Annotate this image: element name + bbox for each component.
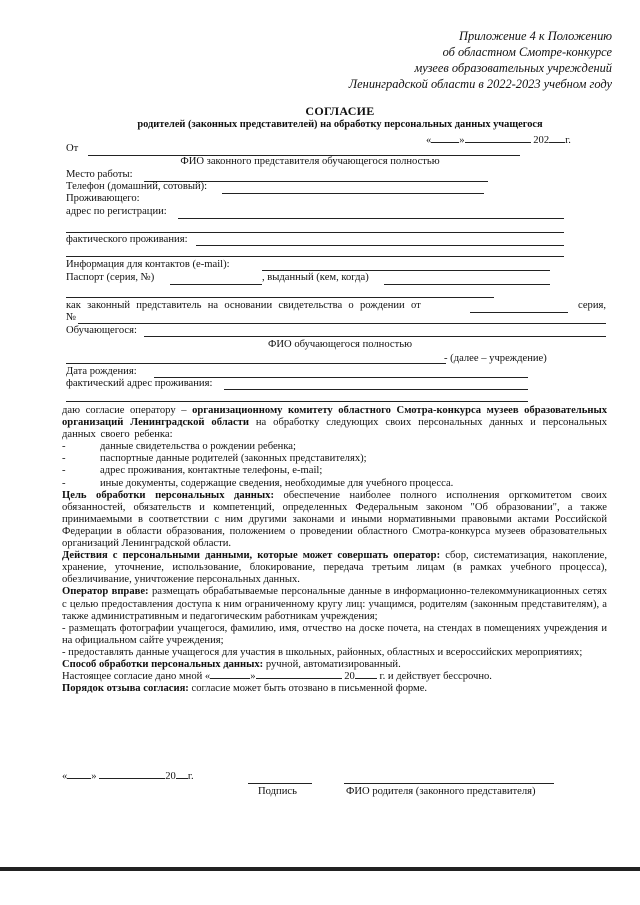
rights-item: - размещать фотографии учащегося, фамилию, имя, отчество на доске почета, на стендах в помещениях учреждения и на официальном сайте учреждения;: [62, 622, 607, 646]
issued-field[interactable]: [384, 284, 550, 285]
passport-field[interactable]: [170, 284, 262, 285]
parent-fio-caption-bottom: ФИО родителя (законного представителя): [346, 786, 536, 797]
institution-field[interactable]: [66, 363, 446, 364]
signature-caption: Подпись: [258, 786, 297, 797]
date-line: « » 202 г.: [426, 135, 571, 146]
from-label: От: [66, 143, 79, 154]
issued-field-2[interactable]: [66, 297, 494, 298]
birth-cert-date-field[interactable]: [470, 312, 568, 313]
birth-cert-number-field[interactable]: [78, 323, 606, 324]
actual-address-field-2[interactable]: [66, 401, 528, 402]
appendix-line: Ленинградской области в 2022-2023 учебном году: [348, 77, 612, 91]
phone-field[interactable]: [222, 193, 484, 194]
bullet-item: - адрес проживания, контактные телефоны, e-mail;: [62, 465, 323, 477]
given-paragraph: Настоящее согласие дано мной « » 20 г. и действует бессрочно.: [62, 671, 492, 683]
bullet-item: - паспортные данные родителей (законных представителях);: [62, 453, 367, 465]
bullet-item: - данные свидетельства о рождении ребенка;: [62, 441, 296, 453]
reg-address-label: адрес по регистрации:: [66, 206, 167, 217]
appendix-line: музеев образовательных учреждений: [414, 61, 612, 75]
rights-item: - предоставлять данные учащегося для участия в школьных, районных, областных и всероссийских мероприятиях;: [62, 646, 583, 658]
actual-residence-field[interactable]: [196, 245, 564, 246]
issued-label: , выданный (кем, когда): [262, 272, 369, 283]
scan-edge: [0, 867, 640, 871]
actual-address-field[interactable]: [224, 389, 528, 390]
reg-address-field-2[interactable]: [66, 232, 564, 233]
appendix-header: [349, 28, 612, 92]
purpose-paragraph: Цель обработки персональных данных: обеспечение наиболее полного исполнения оргкомитетом своих обязанностей, обязательств и компетенций, определенных Федеральным законом "Об образовании", а также принимаемыми в соответствии с ним другими законами и иными нормативными правовыми актами Российской Федерации в области образования, положением о проведении областного Смотра-конкурса музеев образовательных организаций Ленинградской области.: [62, 489, 607, 550]
page-title: СОГЛАСИЕ: [305, 104, 375, 118]
parent-fio-caption: ФИО законного представителя обучающегося полностью: [180, 156, 440, 167]
appendix-line: Приложение 4 к Положению: [459, 29, 612, 43]
page-subtitle: родителей (законных представителей) на обработку персональных данных учащегося: [137, 119, 543, 130]
signature-field[interactable]: [248, 783, 312, 784]
student-label: Обучающегося:: [66, 325, 137, 336]
parent-fio-signature-field[interactable]: [344, 783, 554, 784]
rights-paragraph: Оператор вправе: размещать обрабатываемые персональные данные в информационно-телекоммуникационных сетях с целью предоставления доступа к ним ограниченному кругу лиц: учащимся, родителям (законным представителям), а также административным и педагогическим работникам учреждения;: [62, 586, 607, 622]
birth-date-label: Дата рождения:: [66, 366, 137, 377]
student-fio-caption: ФИО обучающегося полностью: [268, 339, 412, 350]
consent-intro: даю согласие оператору – организационному комитету областного Смотра-конкурса музеев образовательных организаций Ленинградской области на обработку следующих своих персональных данных и персональных данных своего ребенка:: [62, 405, 608, 441]
basis-text: как законный представитель на основании свидетельства о рождении от: [66, 300, 421, 311]
number-label: №: [66, 312, 77, 323]
signature-date[interactable]: « » 20 г.: [62, 771, 194, 782]
reg-address-field[interactable]: [178, 218, 564, 219]
contact-field[interactable]: [262, 270, 550, 271]
revoke-paragraph: Порядок отзыва согласия: согласие может быть отозвано в письменной форме.: [62, 683, 428, 695]
bullet-item: - иные документы, содержащие сведения, необходимые для учебного процесса.: [62, 477, 454, 489]
contact-label: Информация для контактов (e-mail):: [66, 259, 230, 270]
actual-residence-label: фактического проживания:: [66, 234, 188, 245]
method-paragraph: Способ обработки персональных данных: ручной, автоматизированный.: [62, 658, 401, 670]
actual-residence-field-2[interactable]: [66, 256, 564, 257]
work-label: Место работы:: [66, 169, 133, 180]
institution-suffix: - (далее – учреждение): [444, 353, 547, 364]
appendix-line: об областном Смотре-конкурсе: [442, 45, 612, 59]
actual-address-label: фактический адрес проживания:: [66, 378, 213, 389]
passport-label: Паспорт (серия, №): [66, 272, 155, 283]
student-fio-field[interactable]: [144, 336, 606, 337]
actions-paragraph: Действия с персональными данными, которые может совершать оператор: сбор, систематизация, накопление, хранение, уточнение, использование, блокирование, передача третьим лицам (в рамках учебного процесса), обезличивание, уничтожение персональных данных.: [62, 550, 607, 586]
series-label: серия,: [578, 300, 607, 311]
consent-body: [62, 405, 607, 695]
residing-label: Проживающего:: [66, 193, 140, 204]
phone-label: Телефон (домашний, сотовый):: [66, 181, 208, 192]
